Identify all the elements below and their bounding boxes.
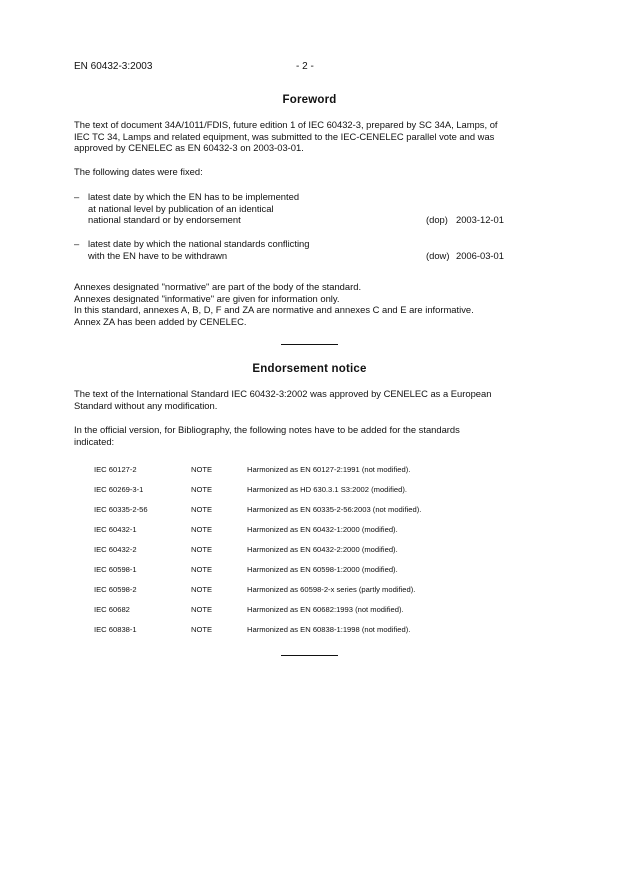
date-code: (dop) xyxy=(426,214,448,225)
text-line: latest date by which the EN has to be implemented xyxy=(88,191,300,202)
endorsement-para-2 xyxy=(74,424,460,447)
text-line: at national level by publication of an identical xyxy=(88,202,274,214)
foreword-title: Foreword xyxy=(282,94,337,106)
text-line: indicated: xyxy=(74,435,115,447)
note-label: NOTE xyxy=(191,525,213,534)
document-id: EN 60432-3:2003 xyxy=(74,61,153,72)
date-item-dow xyxy=(0,238,619,266)
note-text: Harmonized as EN 60682:1993 (not modified). xyxy=(247,605,404,614)
foreword-intro xyxy=(74,119,498,154)
text-line: national standard or by endorsement xyxy=(88,214,241,225)
annex-notes xyxy=(74,281,474,327)
note-standard: IEC 60432-1 xyxy=(94,525,137,534)
note-text: Harmonized as HD 630.3.1 S3:2002 (modified). xyxy=(247,485,407,494)
text-line: Annexes designated "normative" are part of the body of the standard. xyxy=(74,281,362,292)
note-standard: IEC 60838-1 xyxy=(94,625,137,634)
note-standard: IEC 60335-2-56 xyxy=(94,505,148,514)
page-number: - 2 - xyxy=(296,61,314,72)
section-divider xyxy=(281,344,338,345)
note-standard: IEC 60127-2 xyxy=(94,465,137,474)
note-text: Harmonized as EN 60432-1:2000 (modified). xyxy=(247,525,398,534)
text-line: The text of document 34A/1011/FDIS, future edition 1 of IEC 60432-3, prepared by SC 34A, Lamps, of xyxy=(74,119,498,130)
note-text: Harmonized as 60598-2-x series (partly modified). xyxy=(247,585,416,594)
endorsement-title: Endorsement notice xyxy=(252,363,367,375)
endorsement-para-1 xyxy=(74,388,491,411)
text-line: Annexes designated "informative" are given for information only. xyxy=(74,292,340,304)
note-text: Harmonized as EN 60127-2:1991 (not modified). xyxy=(247,465,411,474)
text-line: approved by CENELEC as EN 60432-3 on 2003-03-01. xyxy=(74,142,304,153)
note-label: NOTE xyxy=(191,625,213,634)
text-line: Standard without any modification. xyxy=(74,399,218,411)
note-standard: IEC 60269-3-1 xyxy=(94,485,144,494)
date-item-text xyxy=(88,191,299,226)
note-label: NOTE xyxy=(191,585,213,594)
text-line: In the official version, for Bibliography, the following notes have to be added for the standards xyxy=(74,424,460,435)
note-label: NOTE xyxy=(191,485,213,494)
text-line: with the EN have to be withdrawn xyxy=(88,249,228,261)
date-item-dop xyxy=(0,191,619,231)
note-text: Harmonized as EN 60598-1:2000 (modified). xyxy=(247,565,398,574)
date-value: 2006-03-01 xyxy=(456,250,504,261)
date-code: (dow) xyxy=(426,250,450,261)
note-label: NOTE xyxy=(191,505,213,514)
date-item-text xyxy=(88,238,310,261)
list-dash: – xyxy=(74,191,80,202)
dates-intro: The following dates were fixed: xyxy=(74,166,203,177)
note-text: Harmonized as EN 60335-2-56:2003 (not modified). xyxy=(247,505,422,514)
note-label: NOTE xyxy=(191,545,213,554)
note-standard: IEC 60432-2 xyxy=(94,545,137,554)
note-standard: IEC 60598-2 xyxy=(94,585,137,594)
text-line: latest date by which the national standards conflicting xyxy=(88,238,310,249)
note-label: NOTE xyxy=(191,465,213,474)
note-text: Harmonized as EN 60838-1:1998 (not modified). xyxy=(247,625,411,634)
text-line: The text of the International Standard IEC 60432-3:2002 was approved by CENELEC as a European xyxy=(74,388,492,399)
text-line: In this standard, annexes A, B, D, F and ZA are normative and annexes C and E are informative. xyxy=(74,304,474,315)
text-line: IEC TC 34, Lamps and related equipment, was submitted to the IEC-CENELEC parallel vote and was xyxy=(74,130,495,142)
note-standard: IEC 60682 xyxy=(94,605,130,614)
note-label: NOTE xyxy=(191,565,213,574)
text-line: Annex ZA has been added by CENELEC. xyxy=(74,315,247,327)
note-standard: IEC 60598-1 xyxy=(94,565,137,574)
note-label: NOTE xyxy=(191,605,213,614)
note-text: Harmonized as EN 60432-2:2000 (modified). xyxy=(247,545,398,554)
list-dash: – xyxy=(74,238,80,249)
date-value: 2003-12-01 xyxy=(456,214,504,225)
section-divider xyxy=(281,655,338,656)
